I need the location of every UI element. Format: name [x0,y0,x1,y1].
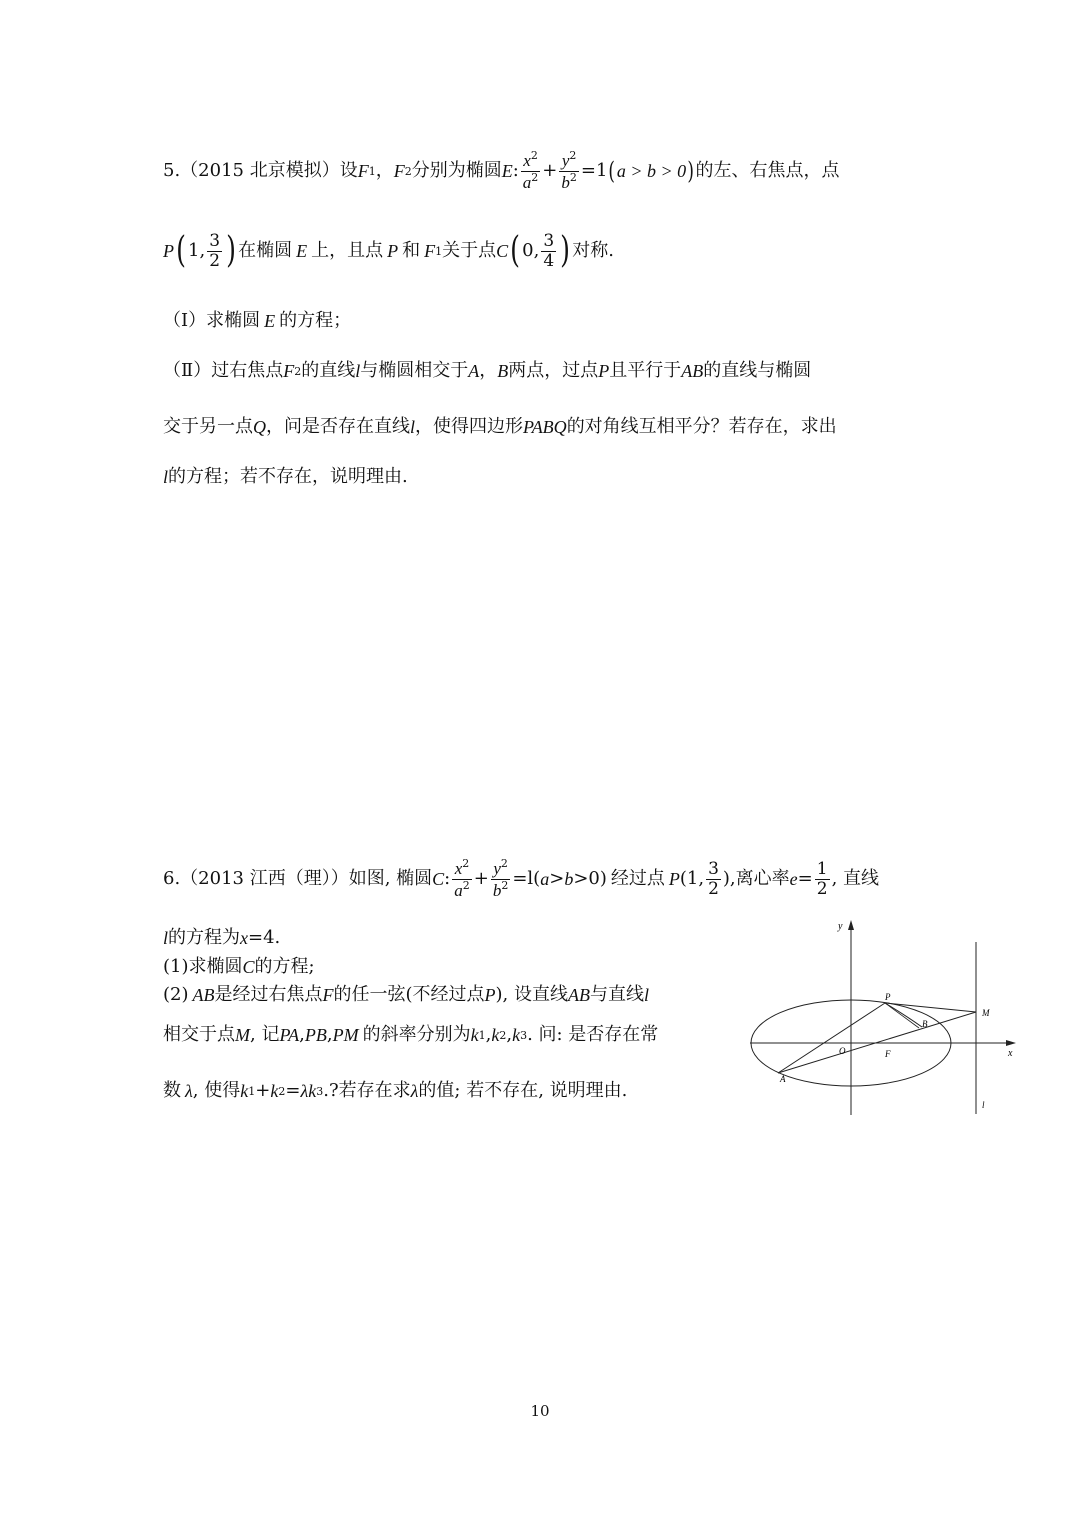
sym: y [493,859,501,878]
sym: x [454,859,463,878]
p5-part2-line3 [163,468,408,486]
sub: 3 [316,1084,324,1098]
text: 的值; 若不存在, 说明理由. [418,1080,628,1101]
y-axis-arrow [848,920,854,930]
sym-k: k [270,1081,279,1101]
text: (1)求椭圆 [163,956,243,977]
text: 与直线 [590,984,644,1005]
sym: b [492,880,502,900]
punct: : [444,868,451,890]
sym-e: e [789,869,798,890]
punct: , [326,1024,333,1045]
label-x: x [1008,1048,1013,1059]
sym-k: k [308,1081,317,1101]
sub: 1 [478,1028,486,1042]
gt: >0) [573,868,607,890]
sym-B: B [497,361,509,381]
sym-C: C [496,241,509,262]
text: （Ⅱ）过右焦点 [163,360,284,381]
sym-AB: AB [681,361,704,381]
p6-q2 [163,986,649,1004]
sym-l: l [410,417,416,437]
label-P: P [885,992,891,1002]
p5-part1 [163,312,351,330]
paren: ), [722,868,736,890]
punct: : [512,160,519,182]
plus: + [473,868,489,890]
punct: ， [375,160,394,182]
p6-intro: 6.（2013 江西（理））如图, 椭圆 [163,868,433,890]
sub: 2 [278,1084,286,1098]
p6-q1 [163,958,315,976]
label-F: F [885,1049,891,1059]
fraction-x2-a2 [521,150,541,192]
p5-line1: 5.（2015 北京模拟）设 F 1 ， F 2 分别为椭圆 E : $\frac{x^2}{a^2}$ + $\frac{y^2}{b^2}$ =1 ( a > b > 0 ) 的左、右焦点，点 [163,149,840,192]
text: ), 设直线 [495,984,568,1005]
text: 的方程; [254,956,315,977]
text: 分别为椭圆 [411,160,502,182]
sup: 2 [462,857,470,870]
num: 3 [708,859,719,879]
den: 2 [708,878,719,899]
sym: a [540,869,550,890]
punct: , [299,1024,305,1045]
value: =4. [248,927,281,948]
text: （Ⅰ）求椭圆 [163,310,261,331]
label-A: A [780,1074,786,1084]
sub: 2 [404,164,412,178]
label-M: M [982,1008,990,1018]
p6-line4 [163,1026,658,1044]
sub: 1 [435,244,443,258]
sym-C: C [432,869,445,890]
sym-P: P [598,361,610,381]
fraction-y2-b2 [491,858,511,900]
equals: = [797,868,813,890]
text: 的对角线互相平分？若存在，求出 [566,416,837,437]
sym-l: l [644,985,650,1005]
text: 的方程；若不存在，说明理由. [168,466,408,487]
sym-E: E [264,311,276,331]
sym-lambda: λ [300,1081,309,1101]
x-axis-arrow [1006,1040,1016,1046]
text: ，使得四边形 [415,416,524,437]
equals-one: =1 [580,160,608,182]
sub: 3 [520,1028,528,1042]
sym-C: C [242,957,255,977]
sym: b [561,172,570,192]
sym-M: M [235,1025,250,1045]
sup: 2 [531,170,539,184]
sym: b [564,869,574,890]
sym-P: P [387,241,399,262]
sym: a [454,880,463,900]
text: 交于另一点 [163,416,253,437]
label-l: l [982,1100,985,1110]
text: 在椭圆 [238,240,293,262]
text: , 使得 [192,1080,241,1101]
sym-A: A [468,361,480,381]
fraction-3-4 [541,232,556,270]
sym-F: F [393,161,405,182]
sym-P: P [163,241,174,262]
text: 经过点 [610,868,665,890]
sym: a [522,172,532,192]
text: , 直线 [831,868,880,890]
text: 的斜率分别为 [362,1024,471,1045]
fraction-3-2 [706,860,721,898]
sub: 2 [294,364,302,378]
sym-l: l [355,361,361,381]
text: (2) [163,984,189,1005]
sym-l: l [163,928,169,948]
sym-lambda: λ [185,1081,193,1101]
sub: 1 [368,164,376,178]
coord: 0, [522,240,540,262]
text: 的任一弦(不经过点 [333,984,485,1005]
equals: = [285,1080,301,1101]
sym-l: l [163,467,169,487]
sym-F: F [357,161,369,182]
sym-Q: Q [253,417,266,437]
text: 且平行于 [609,360,682,381]
fraction-1-2 [815,860,830,898]
text: 的直线 [301,360,356,381]
text: 两点，过点 [508,360,599,381]
line-PB-2 [885,1003,919,1028]
punct: , [506,1024,513,1045]
text: 关于点 [442,240,497,262]
condition: a > b > 0 [616,161,687,182]
sup: 2 [530,149,538,162]
sub: 2 [499,1028,507,1042]
paren: (1, [679,868,705,890]
sym-AB: AB [192,985,215,1005]
sup: 2 [500,857,508,870]
sym-E: E [501,161,513,182]
text: 是经过右焦点 [214,984,323,1005]
punct: ， [479,360,498,381]
text: 上，且点 [311,240,384,262]
fraction-x2-a2 [452,858,472,900]
ellipse-figure [740,912,1030,1122]
num: 1 [816,859,828,879]
sup: 2 [569,170,577,184]
plus: + [542,160,558,182]
plus: + [255,1080,271,1101]
num: 3 [543,231,555,251]
label-B: B [922,1019,928,1029]
text: 的左、右焦点，点 [695,160,840,182]
p5-part2-line1 [163,362,811,380]
sub: 1 [248,1084,256,1098]
gt: > [549,868,565,890]
p6-line1 [163,858,879,900]
sup: 2 [462,878,470,892]
text: , 记 [250,1024,280,1045]
sym-E: E [296,241,308,262]
text: . 问: 是否存在常 [527,1024,659,1045]
p6-line5 [163,1082,627,1100]
fraction-y2-b2 [559,150,579,192]
sym-AB: AB [568,985,590,1005]
text: 的直线与椭圆 [703,360,812,381]
p6-line2 [163,929,280,947]
den: 4 [543,250,555,271]
text: 数 [163,1080,181,1101]
p5-part2-line2 [163,418,837,436]
line-PA [778,1003,885,1073]
text: 相交于点 [163,1024,235,1045]
text: 的方程为 [168,927,241,948]
sup: 2 [501,878,509,892]
text: .?若存在求 [323,1080,411,1101]
p5-line2: P ( 1, $\frac{3}{2}$ ) 在椭圆 E 上，且点 P 和 F 1 关于点 C ( 0, $\frac{3}{4}$ ) 对称. [163,230,614,272]
sym-k: k [491,1025,500,1045]
sym-x: x [240,928,249,948]
sym-F: F [283,361,295,381]
sym-lambda: λ [410,1081,419,1101]
p5-intro: 5.（2015 北京模拟）设 [163,160,358,182]
page-number: 10 [530,1402,550,1420]
text: 离心率 [735,868,790,890]
equals: =l( [512,868,541,890]
sym-P: P [484,985,496,1005]
sym-PABQ: PABQ [523,417,567,437]
sym-PA: PA [279,1025,300,1045]
line-PM [885,1003,976,1012]
sym-k: k [512,1025,521,1045]
den: 2 [209,250,221,271]
sym-F: F [424,241,436,262]
text: 与椭圆相交于 [360,360,469,381]
num: 3 [209,231,221,251]
punct: , [485,1024,492,1045]
sym: y [561,151,570,170]
text: 对称. [572,240,614,262]
sym-PB: PB [304,1025,327,1045]
text: 和 [402,240,421,262]
sym-k: k [470,1025,479,1045]
label-O: O [839,1046,846,1056]
sup: 2 [569,149,577,162]
fraction-3-2 [207,232,222,270]
sym-k: k [240,1081,249,1101]
label-y: y [838,921,843,932]
den: 2 [816,878,828,899]
text: ，问是否存在直线 [266,416,410,437]
text: 的方程； [279,310,352,331]
sym-F: F [322,985,334,1005]
sym-P: P [668,869,680,890]
coord: 1, [188,240,206,262]
sym-PM: PM [332,1025,359,1045]
sym: x [523,151,531,170]
